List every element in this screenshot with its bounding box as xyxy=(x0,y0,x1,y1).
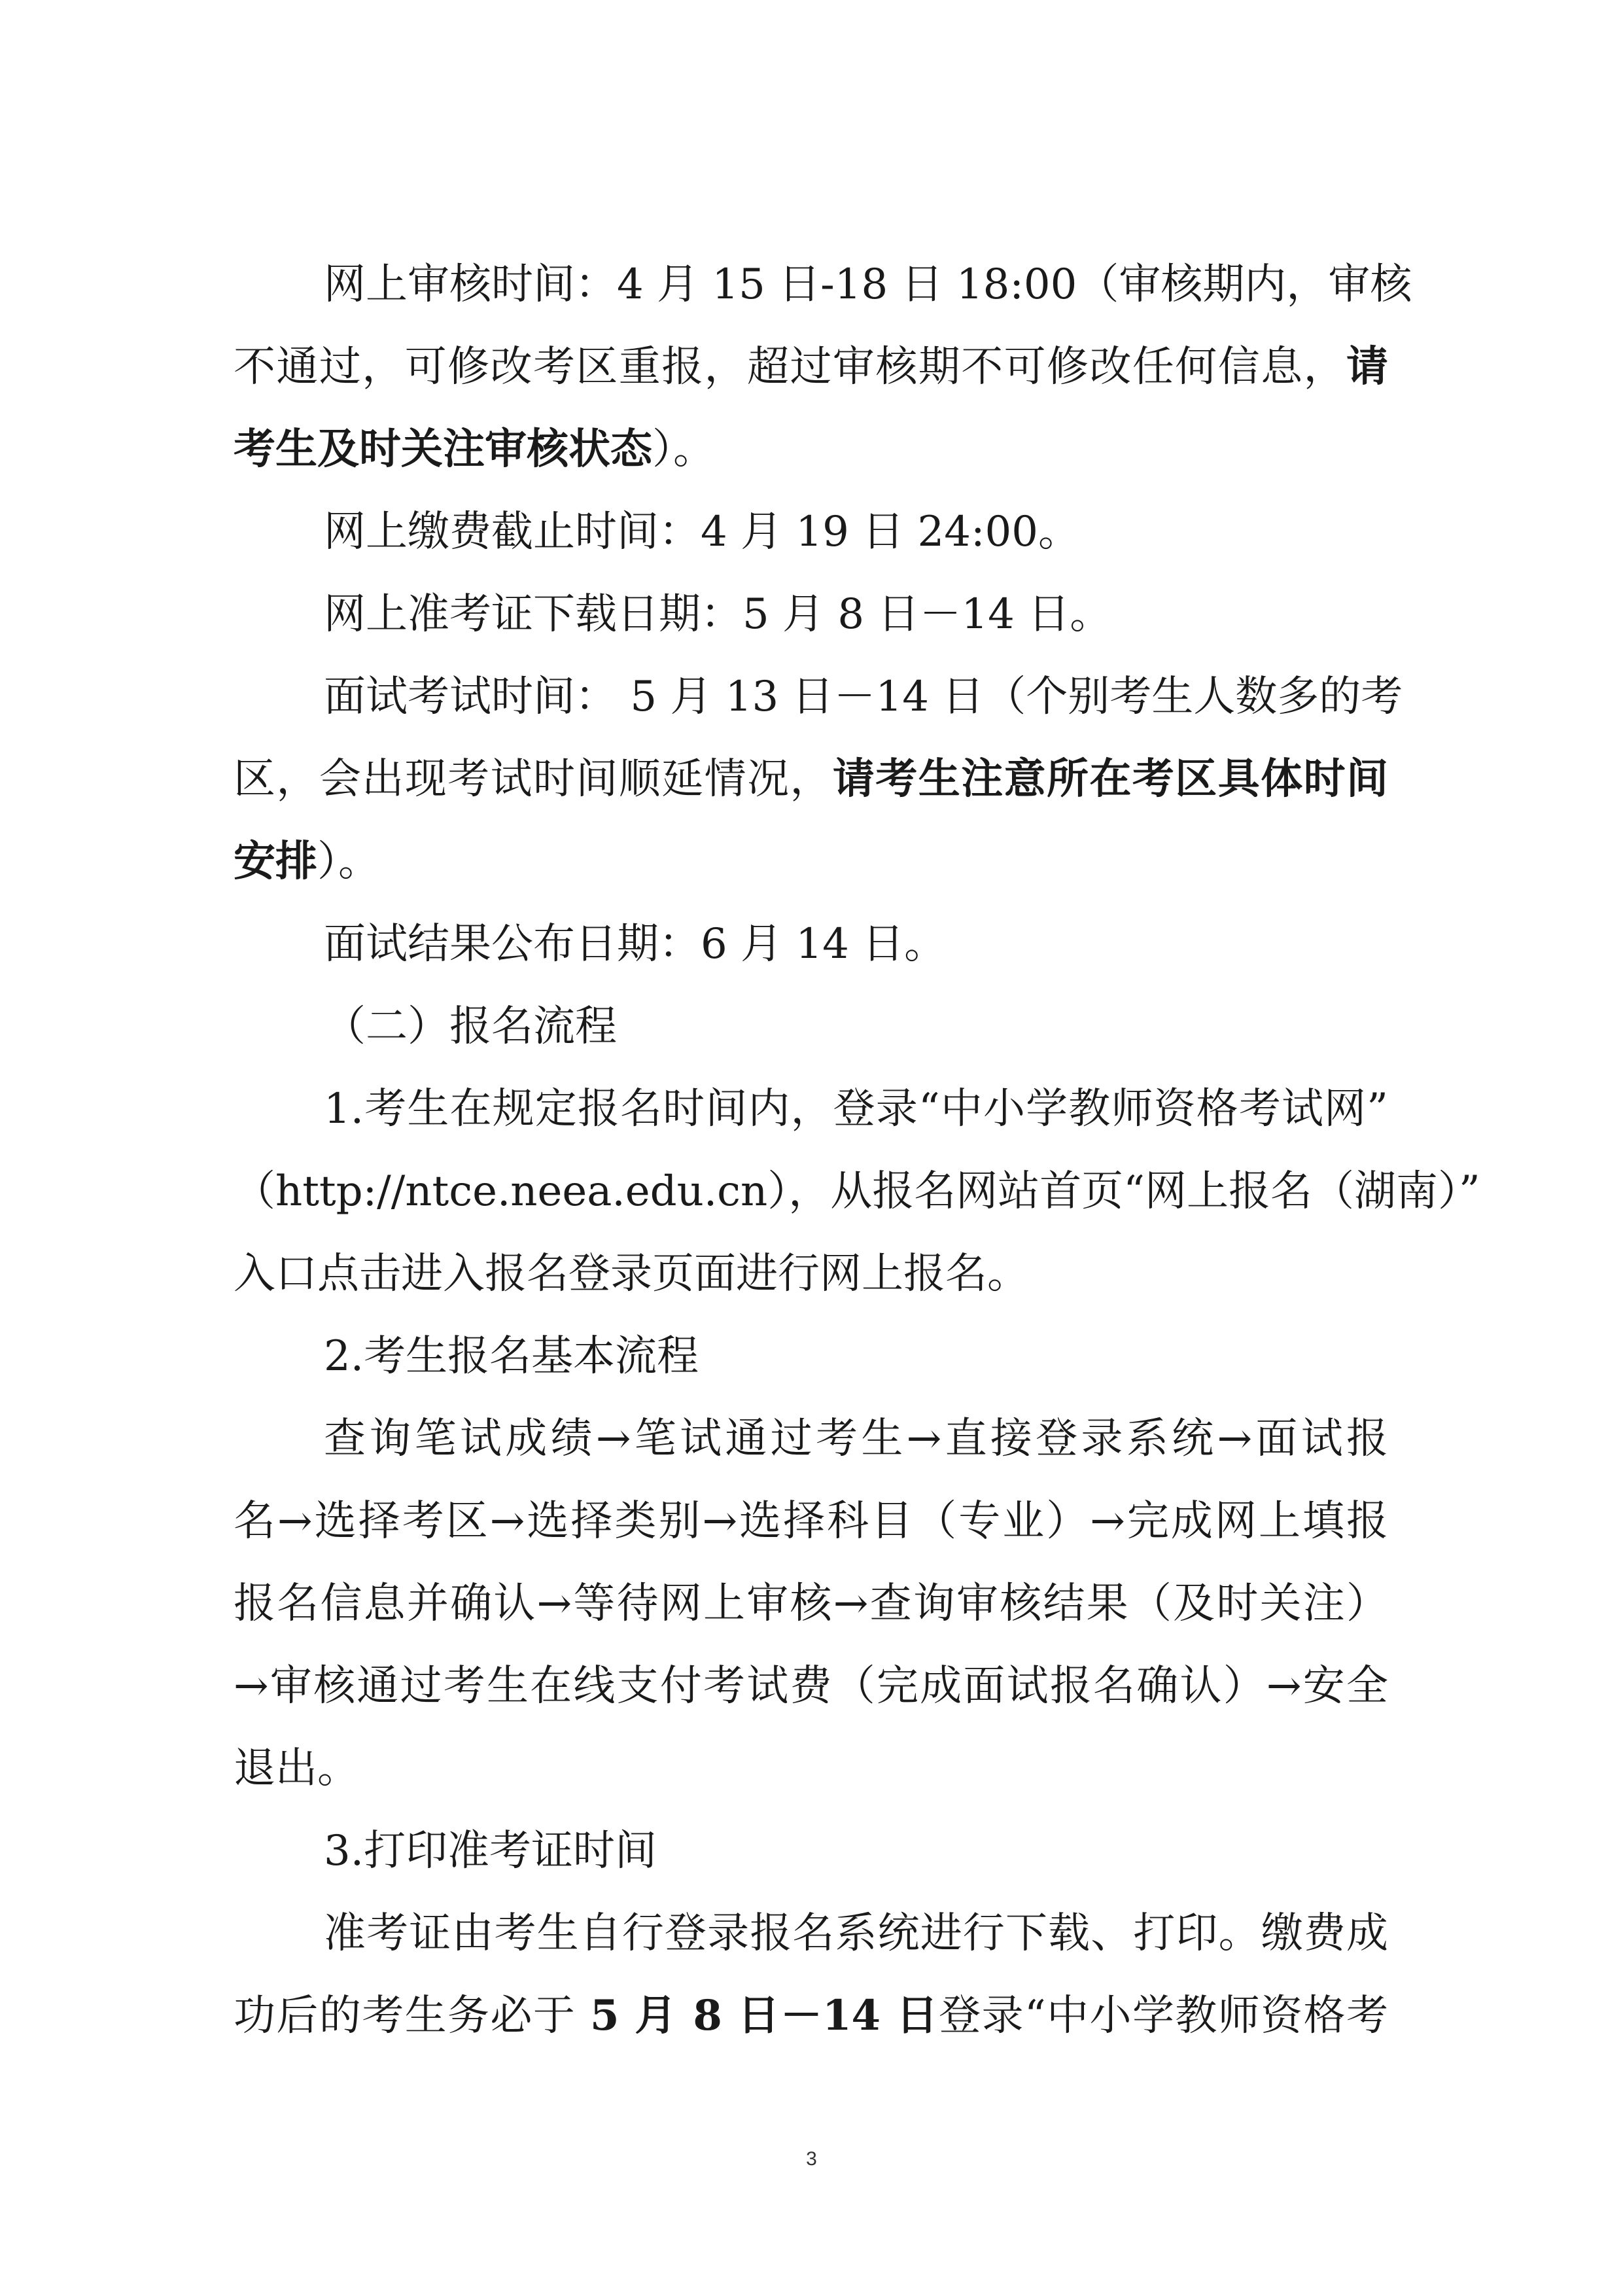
step1-line-3: 入口点击进入报名登录页面进行网上报名。 xyxy=(234,1250,1029,1298)
page-number: 3 xyxy=(806,2148,817,2170)
step2-flow-line-4: →审核通过考生在线支付考试费（完成面试报名确认）→安全 xyxy=(234,1662,1388,1710)
interview-time-emphasis-cont: 安排 xyxy=(234,837,317,886)
step3-text: 功后的考生务必于 xyxy=(234,1992,591,2040)
review-time-emphasis: 请 xyxy=(1346,342,1388,391)
step2-heading: 2.考生报名基本流程 xyxy=(324,1332,699,1381)
review-time-text: 不通过，可修改考区重报，超过审核期不可修改任何信息， xyxy=(234,343,1346,391)
step3-text-cont: 登录“中小学教师资格考 xyxy=(939,1992,1389,2040)
step3-body-line-1: 准考证由考生自行登录报名系统进行下载、打印。缴费成 xyxy=(324,1909,1388,1958)
step1-line-2: （http://ntce.neea.edu.cn），从报名网站首页“网上报名（湖南）” xyxy=(234,1167,1480,1216)
review-time-line-1: 网上审核时间：4 月 15 日-18 日 18:00（审核期内，审核 xyxy=(324,260,1412,309)
payment-deadline: 网上缴费截止时间：4 月 19 日 24:00。 xyxy=(324,508,1080,556)
admission-download: 网上准考证下载日期：5 月 8 日－14 日。 xyxy=(324,590,1112,639)
result-date: 面试结果公布日期：6 月 14 日。 xyxy=(324,920,947,968)
interview-time-emphasis: 请考生注意所在考区具体时间 xyxy=(832,754,1388,804)
step2-flow-line-3: 报名信息并确认→等待网上审核→查询审核结果（及时关注） xyxy=(234,1580,1388,1628)
document-body xyxy=(234,243,1480,2057)
interview-time-line-1: 面试考试时间： 5 月 13 日－14 日（个别考生人数多的考 xyxy=(324,673,1403,721)
step3-date-emphasis: 5 月 8 日－14 日 xyxy=(590,1991,939,2040)
step2-flow-line-2: 名→选择考区→选择类别→选择科目（专业）→完成网上填报 xyxy=(234,1497,1388,1545)
section-heading: （二）报名流程 xyxy=(324,1002,617,1051)
step1-line-1: 1.考生在规定报名时间内，登录“中小学教师资格考试网” xyxy=(324,1085,1388,1133)
step2-flow-line-1: 查询笔试成绩→笔试通过考生→直接登录系统→面试报 xyxy=(324,1415,1388,1463)
step2-flow-line-5: 退出。 xyxy=(234,1744,359,1793)
interview-time-text: 区，会出现考试时间顺延情况， xyxy=(234,755,833,804)
review-time-line-3 xyxy=(234,408,1388,491)
review-time-line-2 xyxy=(234,326,1388,408)
interview-time-line-2 xyxy=(234,738,1388,821)
interview-time-line-3 xyxy=(234,821,1388,903)
step3-body-line-2 xyxy=(234,1975,1388,2057)
review-time-end: ）。 xyxy=(652,425,715,474)
step3-heading: 3.打印准考证时间 xyxy=(324,1827,657,1875)
review-time-emphasis-cont: 考生及时关注审核状态 xyxy=(234,425,652,474)
interview-time-end: ）。 xyxy=(317,838,380,886)
